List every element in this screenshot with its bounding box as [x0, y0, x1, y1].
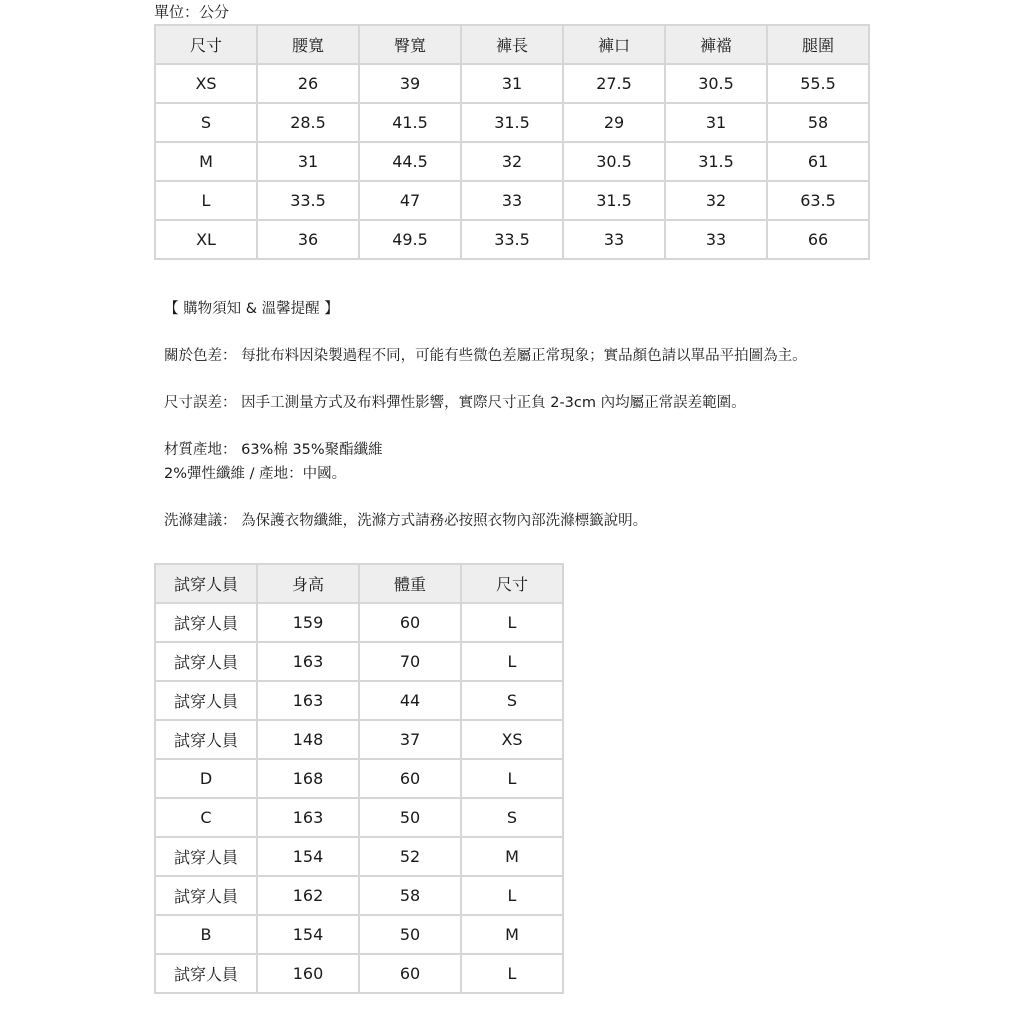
unit-label: 單位：公分	[154, 3, 230, 21]
table-cell: 162	[257, 876, 359, 915]
table-row	[155, 759, 563, 798]
color-diff-note: 關於色差： 每批布料因染製過程不同，可能有些微色差屬正常現象；實品顏色請以單品平拍圖為主。	[164, 348, 807, 364]
table-row	[155, 220, 869, 259]
table-cell: 31.5	[461, 103, 563, 142]
header-cell: 褲襠	[665, 25, 767, 64]
table-cell: 37	[359, 720, 461, 759]
table-cell: 154	[257, 915, 359, 954]
table-cell: 39	[359, 64, 461, 103]
table-cell: 70	[359, 642, 461, 681]
table-cell: 31	[461, 64, 563, 103]
table-cell: 30.5	[563, 142, 665, 181]
table-row	[155, 954, 563, 993]
shopping-notes	[164, 298, 884, 533]
size-error-note: 尺寸誤差： 因手工測量方式及布料彈性影響，實際尺寸正負 2-3cm 內均屬正常誤差範圍。	[164, 395, 746, 411]
table-row	[155, 681, 563, 720]
table-cell: 163	[257, 798, 359, 837]
table-cell: 44.5	[359, 142, 461, 181]
table-cell: 159	[257, 603, 359, 642]
row-label-cell: C	[155, 798, 257, 837]
row-label-cell: 試穿人員	[155, 681, 257, 720]
table-cell: S	[461, 798, 563, 837]
table-cell: L	[461, 876, 563, 915]
table-cell: 32	[665, 181, 767, 220]
table-cell: 58	[767, 103, 869, 142]
table-cell: 36	[257, 220, 359, 259]
table-cell: 31.5	[665, 142, 767, 181]
header-cell: 尺寸	[461, 564, 563, 603]
row-label-cell: XL	[155, 220, 257, 259]
fit-table-header-row	[155, 564, 563, 603]
table-cell: 33	[665, 220, 767, 259]
material-note-line1: 材質產地： 63%棉 35%聚酯纖維	[164, 442, 383, 458]
table-cell: 47	[359, 181, 461, 220]
table-cell: 30.5	[665, 64, 767, 103]
table-cell: S	[461, 681, 563, 720]
table-cell: L	[461, 954, 563, 993]
row-label-cell: D	[155, 759, 257, 798]
table-cell: 32	[461, 142, 563, 181]
table-row	[155, 837, 563, 876]
table-cell: 163	[257, 681, 359, 720]
table-cell: L	[461, 759, 563, 798]
row-label-cell: 試穿人員	[155, 720, 257, 759]
row-label-cell: B	[155, 915, 257, 954]
table-cell: 55.5	[767, 64, 869, 103]
table-row	[155, 915, 563, 954]
table-cell: 154	[257, 837, 359, 876]
table-cell: 33.5	[461, 220, 563, 259]
table-cell: 27.5	[563, 64, 665, 103]
row-label-cell: 試穿人員	[155, 837, 257, 876]
table-cell: 50	[359, 915, 461, 954]
table-row	[155, 798, 563, 837]
size-table-header-row	[155, 25, 869, 64]
table-cell: XS	[461, 720, 563, 759]
table-row	[155, 603, 563, 642]
table-cell: 50	[359, 798, 461, 837]
header-cell: 臀寬	[359, 25, 461, 64]
material-note-line2: 2%彈性纖維 / 產地：中國。	[164, 465, 347, 482]
header-cell: 尺寸	[155, 25, 257, 64]
header-cell: 褲口	[563, 25, 665, 64]
table-cell: 60	[359, 603, 461, 642]
row-label-cell: 試穿人員	[155, 603, 257, 642]
table-cell: M	[461, 915, 563, 954]
table-cell: L	[461, 642, 563, 681]
header-cell: 褲長	[461, 25, 563, 64]
row-label-cell: L	[155, 181, 257, 220]
table-cell: 52	[359, 837, 461, 876]
table-cell: 49.5	[359, 220, 461, 259]
table-cell: 26	[257, 64, 359, 103]
table-row	[155, 876, 563, 915]
washing-note: 洗滌建議： 為保護衣物纖維，洗滌方式請務必按照衣物內部洗滌標籤說明。	[164, 512, 648, 529]
header-cell: 腿圍	[767, 25, 869, 64]
table-cell: 31	[257, 142, 359, 181]
table-cell: 31.5	[563, 181, 665, 220]
table-cell: 28.5	[257, 103, 359, 142]
header-cell: 腰寬	[257, 25, 359, 64]
table-cell: 160	[257, 954, 359, 993]
table-cell: 31	[665, 103, 767, 142]
header-cell: 身高	[257, 564, 359, 603]
row-label-cell: 試穿人員	[155, 954, 257, 993]
table-row	[155, 181, 869, 220]
table-cell: 63.5	[767, 181, 869, 220]
table-cell: M	[461, 837, 563, 876]
table-cell: 33	[563, 220, 665, 259]
row-label-cell: XS	[155, 64, 257, 103]
table-row	[155, 103, 869, 142]
table-cell: 66	[767, 220, 869, 259]
table-cell: 60	[359, 759, 461, 798]
fitting-models-table	[154, 563, 564, 994]
header-cell: 試穿人員	[155, 564, 257, 603]
table-cell: 33.5	[257, 181, 359, 220]
row-label-cell: 試穿人員	[155, 876, 257, 915]
table-row	[155, 142, 869, 181]
table-row	[155, 64, 869, 103]
table-cell: 41.5	[359, 103, 461, 142]
table-row	[155, 720, 563, 759]
table-cell: 163	[257, 642, 359, 681]
table-cell: 33	[461, 181, 563, 220]
size-chart-table	[154, 24, 870, 260]
table-cell: 61	[767, 142, 869, 181]
table-cell: 58	[359, 876, 461, 915]
row-label-cell: M	[155, 142, 257, 181]
notes-heading: 【 購物須知 & 溫馨提醒 】	[164, 301, 339, 317]
table-cell: 148	[257, 720, 359, 759]
row-label-cell: 試穿人員	[155, 642, 257, 681]
table-cell: L	[461, 603, 563, 642]
table-cell: 168	[257, 759, 359, 798]
table-row	[155, 642, 563, 681]
table-cell: 44	[359, 681, 461, 720]
table-cell: 29	[563, 103, 665, 142]
header-cell: 體重	[359, 564, 461, 603]
table-cell: 60	[359, 954, 461, 993]
row-label-cell: S	[155, 103, 257, 142]
